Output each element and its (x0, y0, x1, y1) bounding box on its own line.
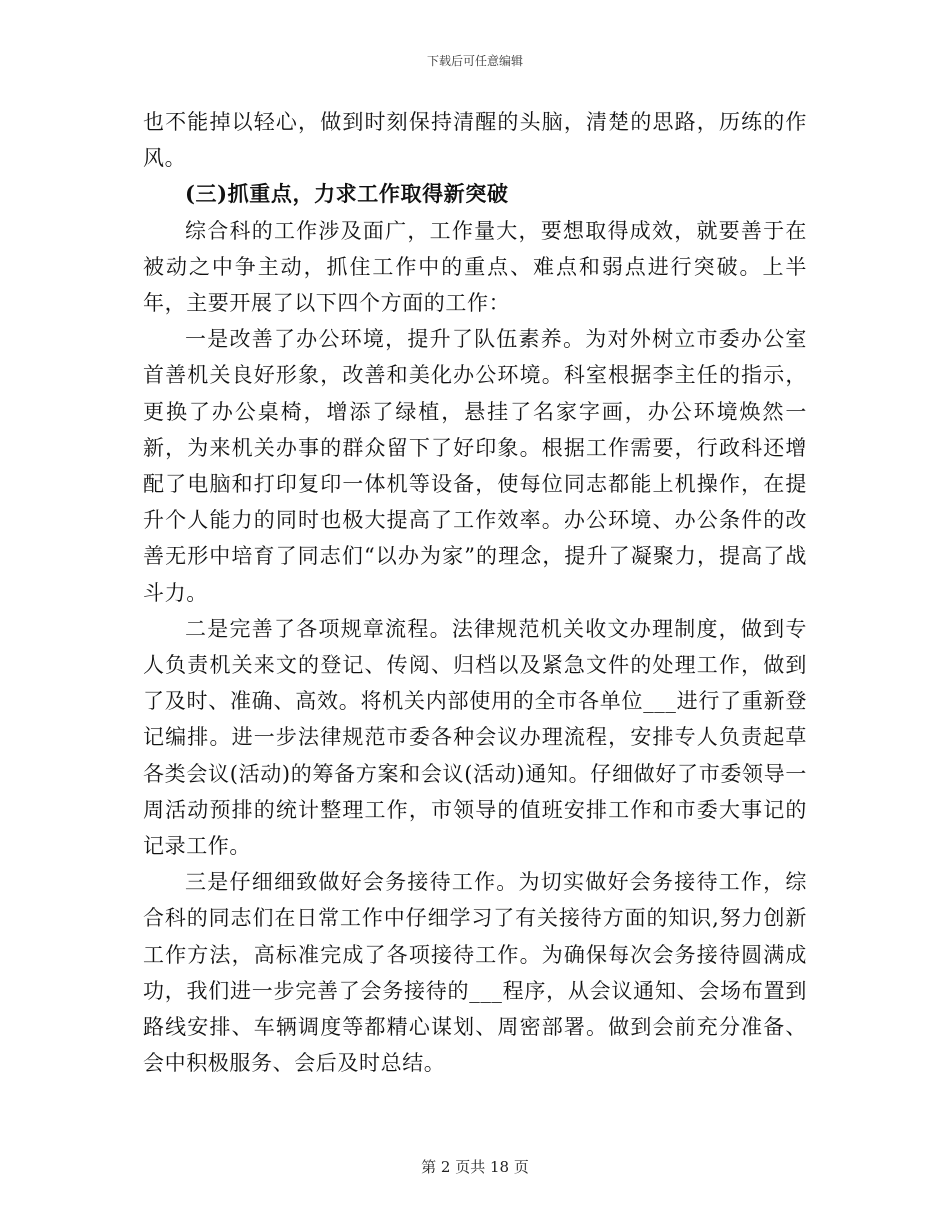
page-header-note: 下载后可任意编辑 (426, 54, 523, 68)
paragraph-item-three: 三是仔细细致做好会务接待工作。为切实做好会务接待工作，综合科的同志们在日常工作中仔细学习了有关接待方面的知识,努力创新工作方法，高标准完成了各项接待工作。为确保每次会务接待圆满成功，我们进一步完善了会务接待的___程序，从会议通知、会场布置到路线安排、车辆调度等都精心谋划、周密部署。做到会前充分准备、会中积极服务、会后及时总结。 (143, 870, 807, 1076)
document-body (143, 104, 807, 1081)
paragraph-continuation: 也不能掉以轻心，做到时刻保持清醒的头脑，清楚的思路，历练的作风。 (143, 110, 807, 171)
section-heading: (三)抓重点，力求工作取得新突破 (185, 181, 509, 207)
paragraph-item-one: 一是改善了办公环境，提升了队伍素养。为对外树立市委办公室首善机关良好形象，改善和美化办公环境。科室根据李主任的指示，更换了办公桌椅，增添了绿植，悬挂了名家字画，办公环境焕然一新，为来机关办事的群众留下了好印象。根据工作需要，行政科还增配了电脑和打印复印一体机等设备，使每位同志都能上机操作，在提升个人能力的同时也极大提高了工作效率。办公环境、办公条件的改善无形中培育了同志们“以办为家”的理念，提升了凝聚力，提高了战斗力。 (143, 327, 807, 605)
paragraph-item-two: 二是完善了各项规章流程。法律规范机关收文办理制度，做到专人负责机关来文的登记、传阅、归档以及紧急文件的处理工作，做到了及时、准确、高效。将机关内部使用的全市各单位___进行了重新登记编排。进一步法律规范市委各种会议办理流程，安排专人负责起草各类会议(活动)的筹备方案和会议(活动)通知。仔细做好了市委领导一周活动预排的统计整理工作，市领导的值班安排工作和市委大事记的记录工作。 (143, 616, 807, 859)
paragraph-intro: 综合科的工作涉及面广，工作量大，要想取得成效，就要善于在被动之中争主动，抓住工作中的重点、难点和弱点进行突破。上半年，主要开展了以下四个方面的工作： (143, 218, 807, 316)
page-number: 第 2 页共 18 页 (421, 1158, 529, 1176)
